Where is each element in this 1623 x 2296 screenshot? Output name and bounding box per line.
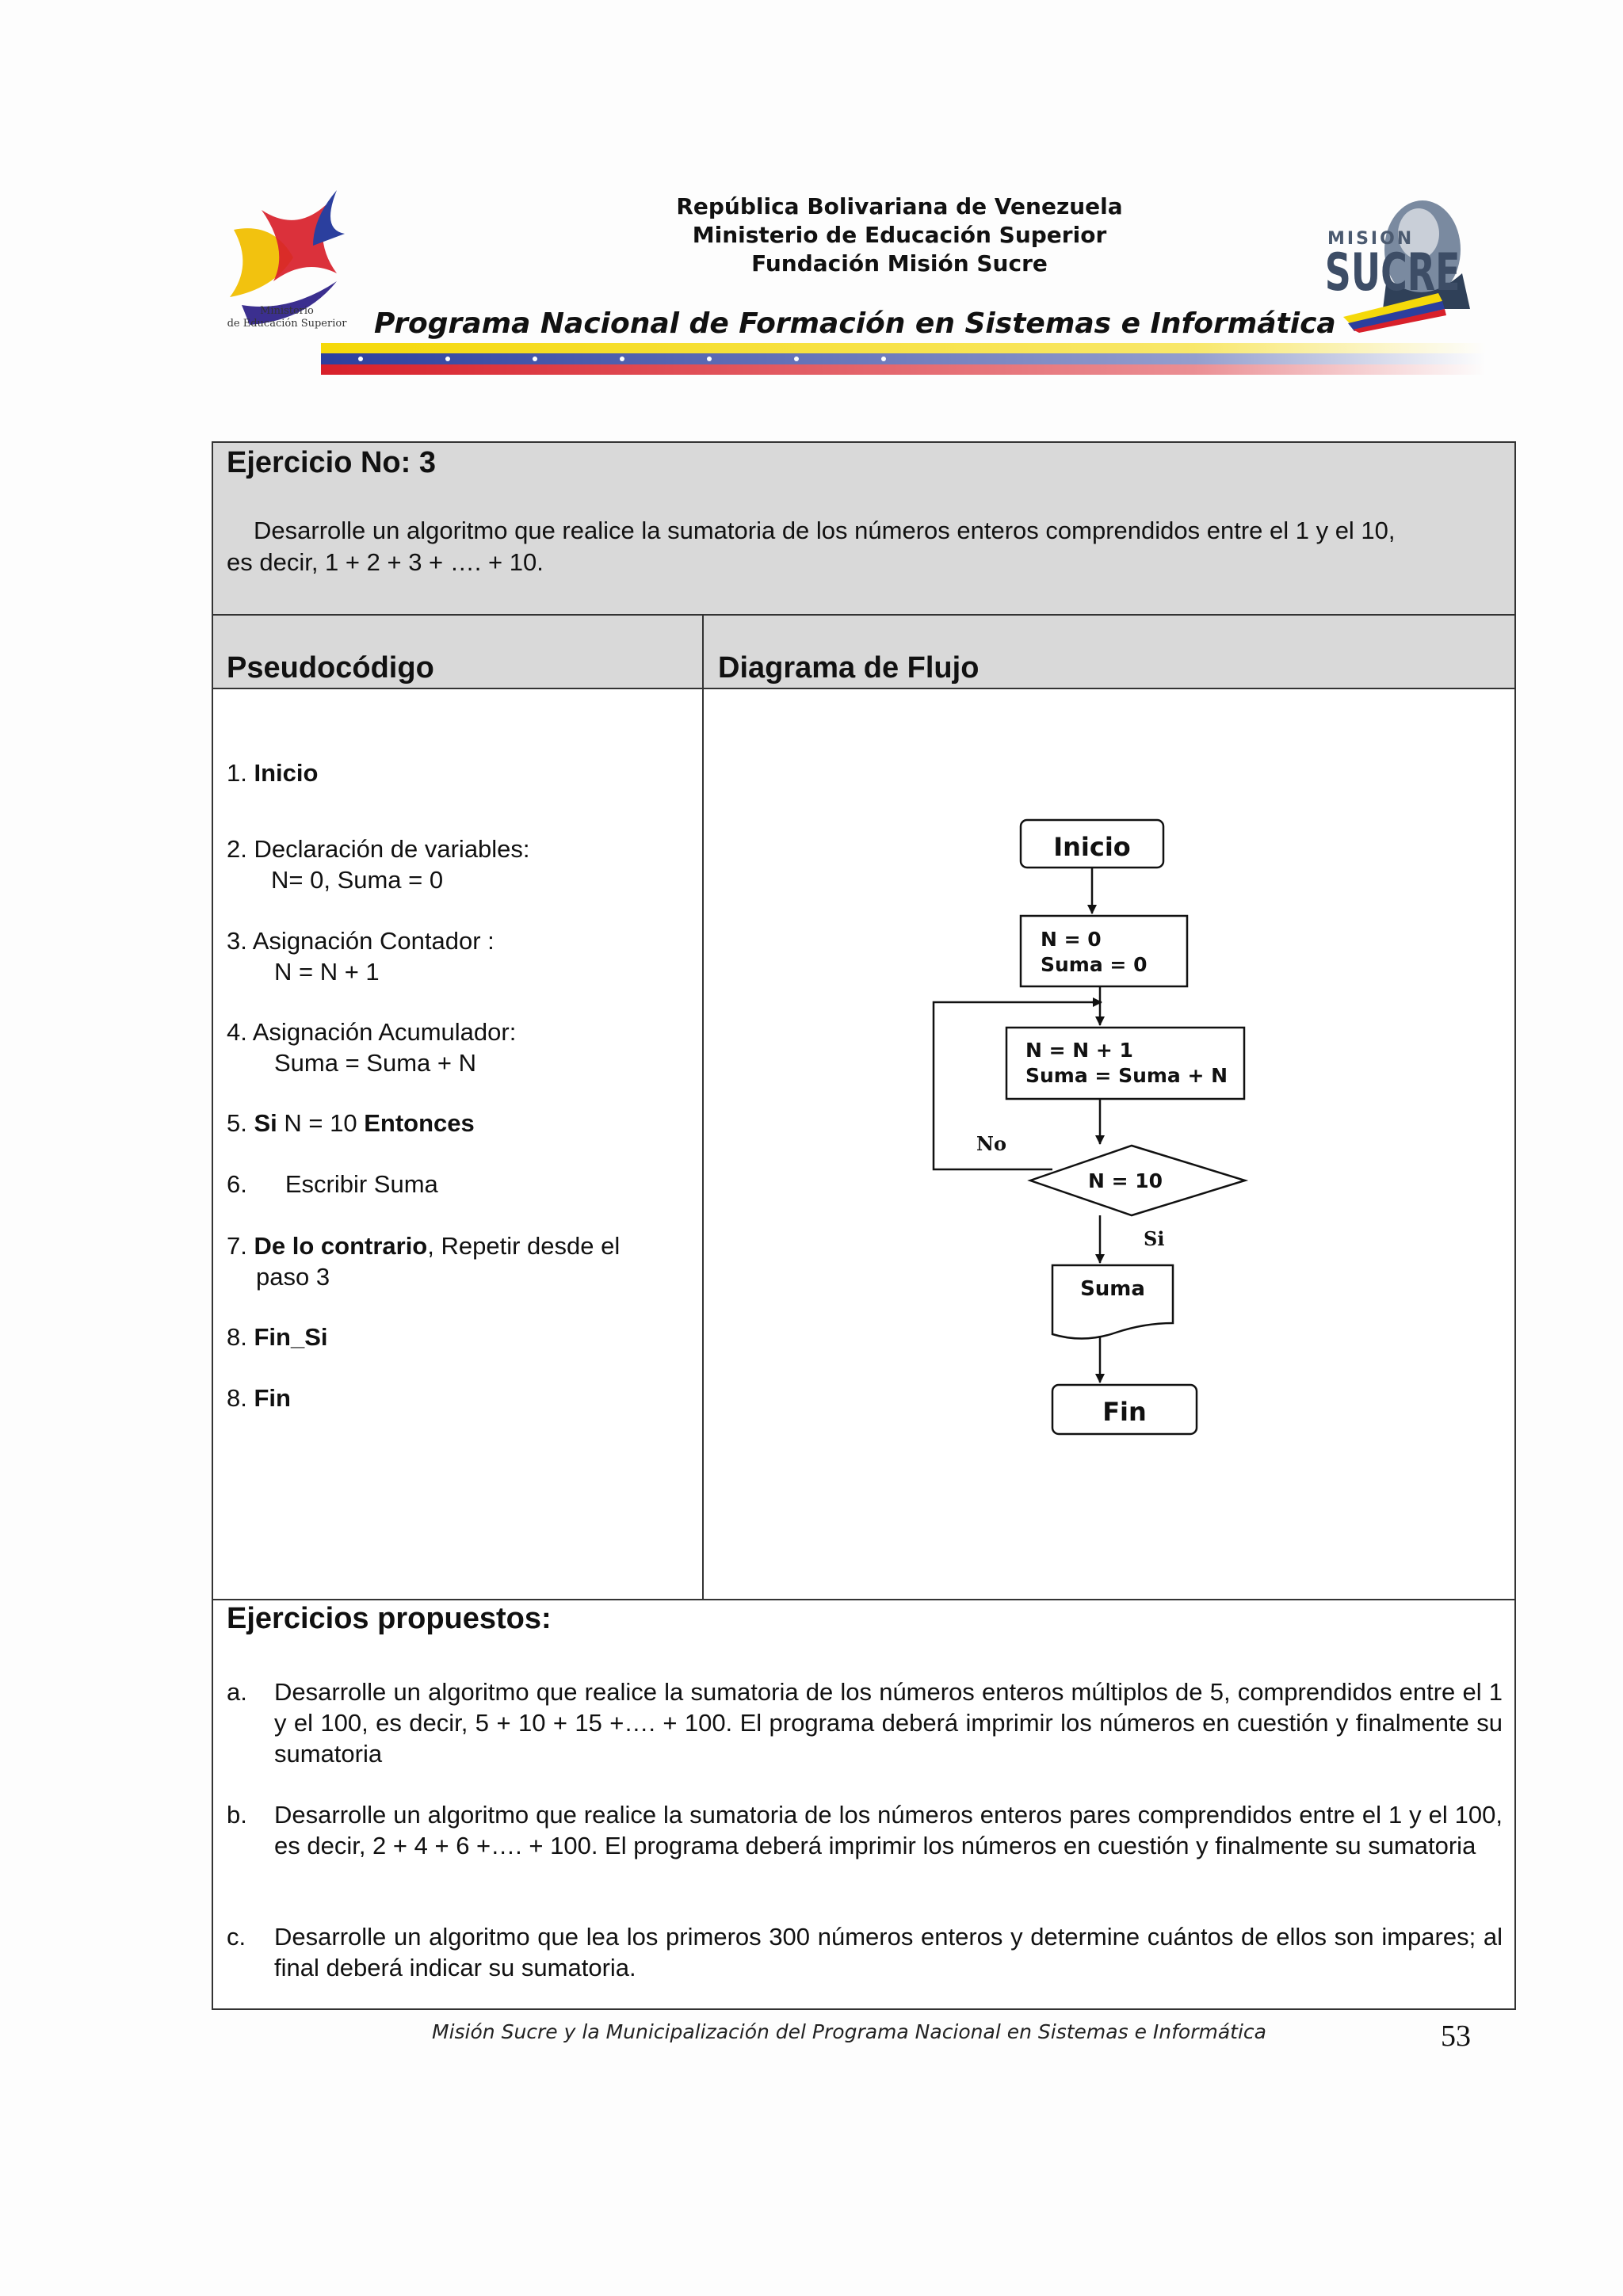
header-foundation: Fundación Misión Sucre — [751, 250, 1048, 277]
flow-process-label-2: Suma = Suma + N — [1025, 1064, 1228, 1087]
header-ministry: Ministerio de Educación Superior — [692, 222, 1107, 248]
pseudo-step-2: 2. Declaración de variables: N= 0, Suma = 0 — [227, 835, 530, 894]
program-title: Programa Nacional de Formación en Sistemas e Informática — [374, 307, 1336, 340]
proposed-title: Ejercicios propuestos: — [227, 1602, 552, 1635]
proposed-divider — [213, 1599, 1514, 1600]
pseudo-step-7: 7. De lo contrario, Repetir desde el paso 3 — [227, 1232, 621, 1291]
svg-text:SUCRE: SUCRE — [1324, 243, 1461, 303]
page-number: 53 — [1441, 2019, 1471, 2053]
flow-no-label: No — [976, 1132, 1006, 1155]
proposed-item-c: c. Desarrolle un algoritmo que lea los primeros 300 números enteros y determine cuántos de ellos son impares; al final deberá indicar su sumatoria. — [227, 1923, 1503, 1981]
flowchart-diagram — [704, 689, 1514, 1599]
statement-line: es decir, 1 + 2 + 3 + …. + 10. — [227, 548, 544, 576]
flow-init-label-1: N = 0 — [1041, 928, 1102, 951]
proposed-item-b: b. Desarrolle un algoritmo que realice la sumatoria de los números enteros pares comprendidos entre el 1 y el 100, es decir, 2 + 4 + 6 +…. + 100. El programa deberá imprimir los números en cuestión y finalmente su sumatoria — [227, 1801, 1503, 1859]
pseudo-step-5: 5. Si N = 10 Entonces — [227, 1109, 475, 1137]
pseudocode-heading: Pseudocódigo — [227, 651, 434, 685]
pseudo-step-4: 4. Asignación Acumulador: Suma = Suma + N — [227, 1018, 517, 1077]
flowchart-heading: Diagrama de Flujo — [718, 651, 980, 685]
header-country: República Bolivariana de Venezuela — [676, 193, 1123, 219]
ministerio-logo-caption: Ministerio de Educación Superior — [227, 305, 347, 330]
flow-decision-label: N = 10 — [1087, 1169, 1163, 1192]
flow-yes-label: Si — [1144, 1227, 1165, 1250]
pseudo-step-8-fin: 8. Fin — [227, 1384, 291, 1412]
pseudo-step-3: 3. Asignación Contador : N = N + 1 — [227, 927, 495, 986]
exercise-statement — [227, 515, 1503, 578]
pseudo-step-8-fin-si: 8. Fin_Si — [227, 1323, 328, 1351]
flow-end-label: Fin — [1102, 1397, 1147, 1427]
statement-line: Desarrolle un algoritmo que realice la sumatoria de los números enteros comprendidos entre el 1 y el 10, — [254, 517, 1396, 544]
proposed-item-a: a. Desarrolle un algoritmo que realice la sumatoria de los números enteros múltiplos de 5, comprendidos entre el 1 y el 100, es decir, 5 + 10 + 15 +…. + 100. El programa deberá imprimir los números en cuestión y finalmente su sumatoria — [227, 1678, 1503, 1768]
flow-output-label: Suma — [1080, 1277, 1145, 1301]
exercise-title: Ejercicio No: 3 — [227, 446, 436, 479]
flow-init-label-2: Suma = 0 — [1041, 953, 1148, 976]
flow-process-label-1: N = N + 1 — [1025, 1039, 1133, 1062]
svg-text:MISION: MISION — [1327, 229, 1415, 249]
mision-sucre-logo-icon — [1319, 190, 1478, 333]
footer-text: Misión Sucre y la Municipalización del Programa Nacional en Sistemas e Informática — [432, 2020, 1266, 2043]
flow-start-label: Inicio — [1053, 832, 1131, 862]
pseudo-step-6: 6. Escribir Suma — [227, 1170, 438, 1198]
venezuela-flag-band — [321, 343, 1486, 375]
flow-output-document — [1052, 1265, 1173, 1339]
pseudo-step-1: 1. Inicio — [227, 759, 319, 787]
